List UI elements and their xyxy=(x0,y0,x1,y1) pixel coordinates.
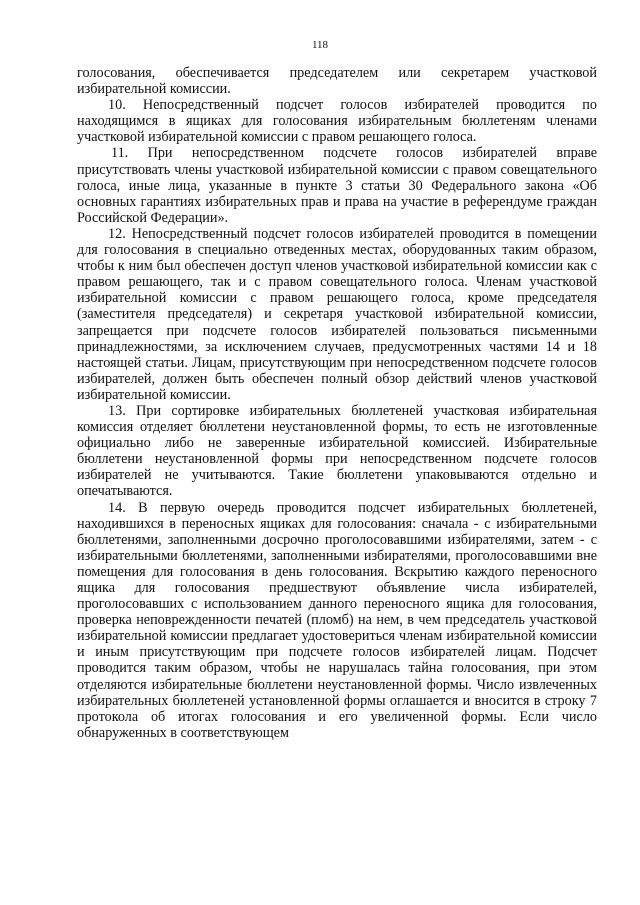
page-number: 118 xyxy=(311,39,329,51)
document-body xyxy=(77,65,597,741)
paragraph-11: 11. При непосредственном подсчете голосов избирателей вправе присутствовать члены участковой избирательной комиссии с правом совещательного голоса, иные лица, указанные в пункте 3 статьи 30 Федерального закона «Об основных гарантиях избирательных прав и права на участие в референдуме граждан Российской Федерации». xyxy=(77,145,597,226)
paragraph-14: 14. В первую очередь проводится подсчет избирательных бюллетеней, находившихся в переносных ящиках для голосования: сначала - с избирательными бюллетенями, заполненными досрочно проголосовавшими избирателями, затем - с избирательными бюллетенями, заполненными избирателями, проголосовавшими вне помещения для голосования в день голосования. Вскрытию каждого переносного ящика для голосования предшествуют объявление числа избирателей, проголосовавших с использованием данного переносного ящика для голосования, проверка неповрежденности печатей (пломб) на нем, в чем председатель участковой избирательной комиссии предлагает удостовериться членам избирательной комиссии и иным присутствующим при подсчете голосов избирателей лицам. Подсчет проводится таким образом, чтобы не нарушалась тайна голосования, при этом отделяются избирательные бюллетени неустановленной формы. Число извлеченных избирательных бюллетеней установленной формы оглашается и вносится в строку 7 протокола об итогах голосования и его увеличенной формы. Если число обнаруженных в соответствующем xyxy=(77,499,597,741)
paragraph-12: 12. Непосредственный подсчет голосов избирателей проводится в помещении для голосования в специально отведенных местах, оборудованных таким образом, чтобы к ним был обеспечен доступ членов участковой избирательной комиссии как с правом решающего, так и с правом совещательного голоса. Членам участковой избирательной комиссии с правом решающего голоса, кроме председателя (заместителя председателя) и секретаря участковой избирательной комиссии, запрещается при подсчете голосов избирателей пользоваться письменными принадлежностями, за исключением случаев, предусмотренных частями 14 и 18 настоящей статьи. Лицам, присутствующим при непосредственном подсчете голосов избирателей, должен быть обеспечен полный обзор действий членов участковой избирательной комиссии. xyxy=(77,225,597,403)
paragraph-13: 13. При сортировке избирательных бюллетеней участковая избирательная комиссия отделяет бюллетени неустановленной формы, то есть не изготовленные официально либо не заверенные избирательной комиссией. Избирательные бюллетени неустановленной формы при непосредственном подсчете голосов избирателей не учитываются. Такие бюллетени упаковываются отдельно и опечатываются. xyxy=(77,402,597,500)
paragraph-10: 10. Непосредственный подсчет голосов избирателей проводится по находящимся в ящиках для голосования избирательным бюллетеням членами участковой избирательной комиссии с правом решающего голоса. xyxy=(77,97,597,146)
paragraph-continuation: голосования, обеспечивается председателем или секретарем участковой избирательной комиссии. xyxy=(77,65,597,98)
